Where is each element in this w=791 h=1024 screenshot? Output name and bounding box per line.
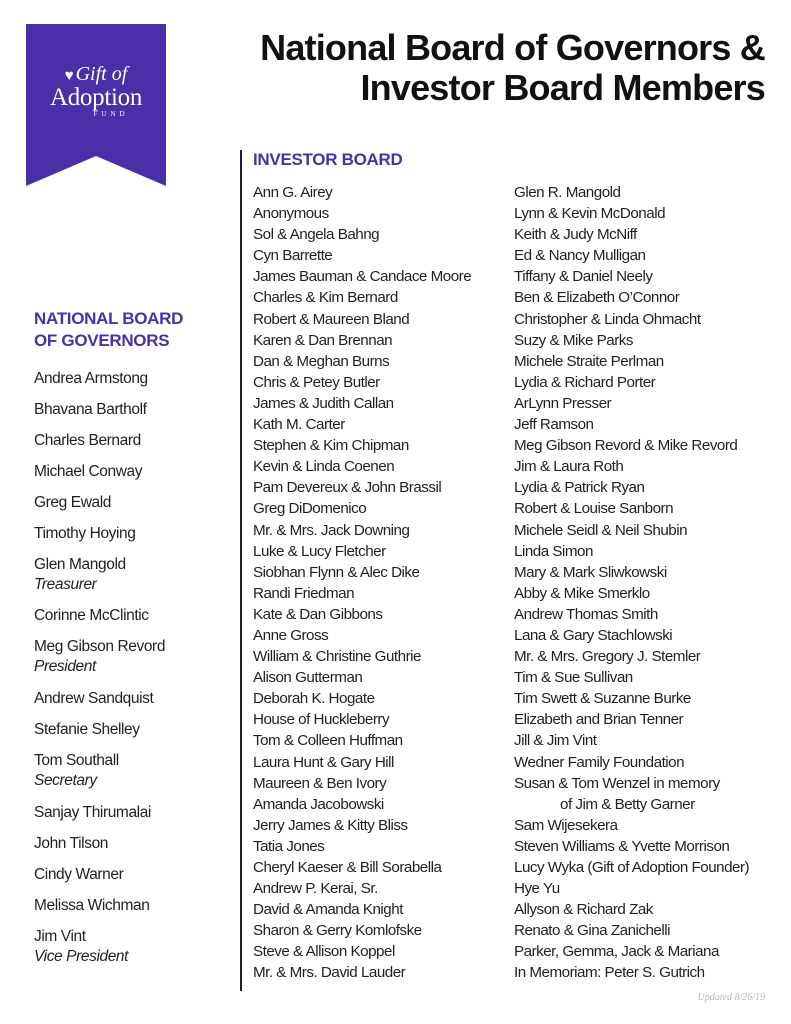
investor-name: Wedner Family Foundation: [514, 753, 685, 771]
investor-name: Lynn & Kevin McDonald: [514, 205, 666, 223]
investor-name: Tim Swett & Suzanne Burke: [514, 690, 691, 708]
investor-name: Dan & Meghan Burns: [253, 352, 390, 370]
investor-name: Mr. & Mrs. David Lauder: [253, 964, 406, 982]
investor-name: Chris & Petey Butler: [253, 373, 380, 391]
heart-icon: ♥: [64, 68, 74, 84]
investor-name: Keith & Judy McNiff: [514, 226, 637, 244]
governor-name: Andrea Armstong: [34, 370, 148, 387]
investor-name: Robert & Louise Sanborn: [514, 500, 674, 518]
governor-item: [34, 751, 234, 791]
governor-name: Melissa Wichman: [34, 897, 150, 914]
governor-name: Glen Mangold: [34, 556, 126, 573]
investor-name: Kate & Dan Gibbons: [253, 605, 383, 623]
governor-name: Greg Ewald: [34, 494, 111, 511]
governor-role: Secretary: [34, 772, 97, 789]
governor-name: Stefanie Shelley: [34, 721, 140, 738]
investor-name: Steven Williams & Yvette Morrison: [514, 837, 730, 855]
investor-name: House of Huckleberry: [253, 711, 390, 729]
investor-name: Luke & Lucy Fletcher: [253, 542, 386, 560]
investor-name: Jim & Laura Roth: [514, 458, 624, 476]
investor-name: Lydia & Patrick Ryan: [514, 479, 645, 497]
governor-item: [34, 524, 234, 544]
investor-name: Pam Devereux & John Brassil: [253, 479, 442, 497]
governor-name: Bhavana Bartholf: [34, 401, 147, 418]
governor-name: Meg Gibson Revord: [34, 638, 166, 655]
investor-name: Anne Gross: [253, 626, 329, 644]
investor-board-heading: INVESTOR BOARD: [253, 150, 403, 169]
investor-name: Sharon & Gerry Komlofske: [253, 922, 422, 940]
investor-name: ArLynn Presser: [514, 394, 612, 412]
governor-name: Cindy Warner: [34, 866, 124, 883]
governor-item: [34, 720, 234, 740]
investor-name: Meg Gibson Revord & Mike Revord: [514, 437, 738, 455]
investor-name: Lucy Wyka (Gift of Adoption Founder): [514, 859, 750, 876]
column-divider: [240, 150, 242, 991]
investor-name: Tatia Jones: [253, 837, 325, 855]
investor-name: Abby & Mike Smerklo: [514, 584, 650, 602]
investor-name: Kath M. Carter: [253, 416, 345, 434]
investor-column-2: [514, 182, 749, 984]
investor-name: Steve & Allison Koppel: [253, 943, 395, 961]
governor-role: President: [34, 658, 96, 675]
governor-item: [34, 431, 234, 451]
governor-name: Michael Conway: [34, 463, 143, 480]
investor-name: Michele Seidl & Neil Shubin: [514, 521, 688, 539]
investor-name: James & Judith Callan: [253, 394, 394, 412]
investor-name: Glen R. Mangold: [514, 184, 621, 201]
page-title-line1: National Board of Governors &: [260, 27, 765, 68]
investor-name: David & Amanda Knight: [253, 901, 403, 919]
investor-name: Elizabeth and Brian Tenner: [514, 711, 684, 729]
investor-name: Michele Straite Perlman: [514, 352, 664, 370]
investor-name: Mr. & Mrs. Gregory J. Stemler: [514, 648, 701, 666]
investor-name: Jill & Jim Vint: [514, 732, 597, 750]
governor-name: Andrew Sandquist: [34, 690, 154, 707]
investor-name: Mr. & Mrs. Jack Downing: [253, 521, 410, 539]
investor-name: Tim & Sue Sullivan: [514, 669, 633, 687]
investor-name: Ed & Nancy Mulligan: [514, 247, 646, 265]
investor-name: Renato & Gina Zanichelli: [514, 922, 670, 940]
governor-name: Charles Bernard: [34, 432, 141, 449]
governor-name: Corinne McClintic: [34, 607, 149, 624]
investor-name: Hye Yu: [514, 880, 560, 898]
investor-name: Tiffany & Daniel Neely: [514, 268, 653, 286]
governor-item: [34, 555, 234, 595]
governor-name: John Tilson: [34, 835, 109, 852]
investor-name: Stephen & Kim Chipman: [253, 437, 409, 455]
governor-item: [34, 865, 234, 885]
investor-name: Sol & Angela Bahng: [253, 226, 380, 244]
governor-item: [34, 689, 234, 709]
gift-of-adoption-logo: ♥ Gift of Adoption FUND: [49, 63, 143, 118]
investor-name: of Jim & Betty Garner: [560, 795, 695, 813]
investor-name: William & Christine Guthrie: [253, 648, 421, 666]
page-title-line2: Investor Board Members: [360, 67, 765, 108]
governor-name: Tom Southall: [34, 752, 119, 769]
investor-name: Lydia & Richard Porter: [514, 373, 656, 391]
governor-role: Vice President: [34, 948, 129, 965]
governor-item: [34, 834, 234, 854]
investor-name: Parker, Gemma, Jack & Mariana: [514, 943, 719, 961]
investor-name: Jeff Ramson: [514, 416, 594, 434]
investor-column-1: [253, 182, 471, 984]
investor-name: Mary & Mark Sliwkowski: [514, 563, 667, 581]
investor-name: Maureen & Ben Ivory: [253, 774, 387, 792]
investor-name: Tom & Colleen Huffman: [253, 732, 403, 750]
investor-name: Linda Simon: [514, 542, 593, 560]
governor-item: [34, 896, 234, 916]
investor-name: Lana & Gary Stachlowski: [514, 626, 673, 644]
updated-date: Updated 8/26/19: [697, 992, 765, 1003]
investor-name: Andrew P. Kerai, Sr.: [253, 880, 378, 898]
investor-name: Ben & Elizabeth O’Connor: [514, 289, 680, 307]
investor-name: Karen & Dan Brennan: [253, 331, 393, 349]
investor-name: Ann G. Airey: [253, 184, 333, 201]
governors-heading: NATIONAL BOARD OF GOVERNORS: [34, 309, 184, 350]
governor-item: [34, 803, 234, 823]
investor-name: Greg DiDomenico: [253, 500, 367, 518]
investor-name: In Memoriam: Peter S. Gutrich: [514, 964, 705, 982]
governor-name: Sanjay Thirumalai: [34, 804, 151, 821]
page-title: [260, 28, 765, 108]
investor-name: Alison Gutterman: [253, 669, 363, 687]
investor-name: James Bauman & Candace Moore: [253, 268, 472, 286]
investor-name: Sam Wijesekera: [514, 816, 618, 834]
governor-item: [34, 927, 234, 967]
investor-name: Suzy & Mike Parks: [514, 331, 633, 349]
governor-item: [34, 637, 234, 677]
governor-item: [34, 606, 234, 626]
governor-item: [34, 369, 234, 389]
investor-name: Amanda Jacobowski: [253, 795, 384, 813]
investor-name: Charles & Kim Bernard: [253, 289, 398, 307]
investor-name: Deborah K. Hogate: [253, 690, 375, 708]
investor-name: Cheryl Kaeser & Bill Sorabella: [253, 859, 442, 876]
governor-role: Treasurer: [34, 576, 97, 593]
investor-name: Kevin & Linda Coenen: [253, 458, 395, 476]
investor-name: Jerry James & Kitty Bliss: [253, 816, 408, 834]
governor-name: Timothy Hoying: [34, 525, 136, 542]
investor-name: Randi Friedman: [253, 584, 355, 602]
investor-name: Laura Hunt & Gary Hill: [253, 753, 394, 771]
governor-item: [34, 462, 234, 482]
investor-name: Cyn Barrette: [253, 247, 333, 265]
investor-name: Andrew Thomas Smith: [514, 605, 658, 623]
governor-item: [34, 493, 234, 513]
investor-name: Robert & Maureen Bland: [253, 310, 410, 328]
investor-name: Anonymous: [253, 205, 329, 223]
investor-name: Allyson & Richard Zak: [514, 901, 653, 919]
governor-name: Jim Vint: [34, 928, 86, 945]
investor-name: Siobhan Flynn & Alec Dike: [253, 563, 420, 581]
governor-item: [34, 400, 234, 420]
investor-name: Susan & Tom Wenzel in memory: [514, 774, 720, 792]
investor-name: Christopher & Linda Ohmacht: [514, 310, 701, 328]
